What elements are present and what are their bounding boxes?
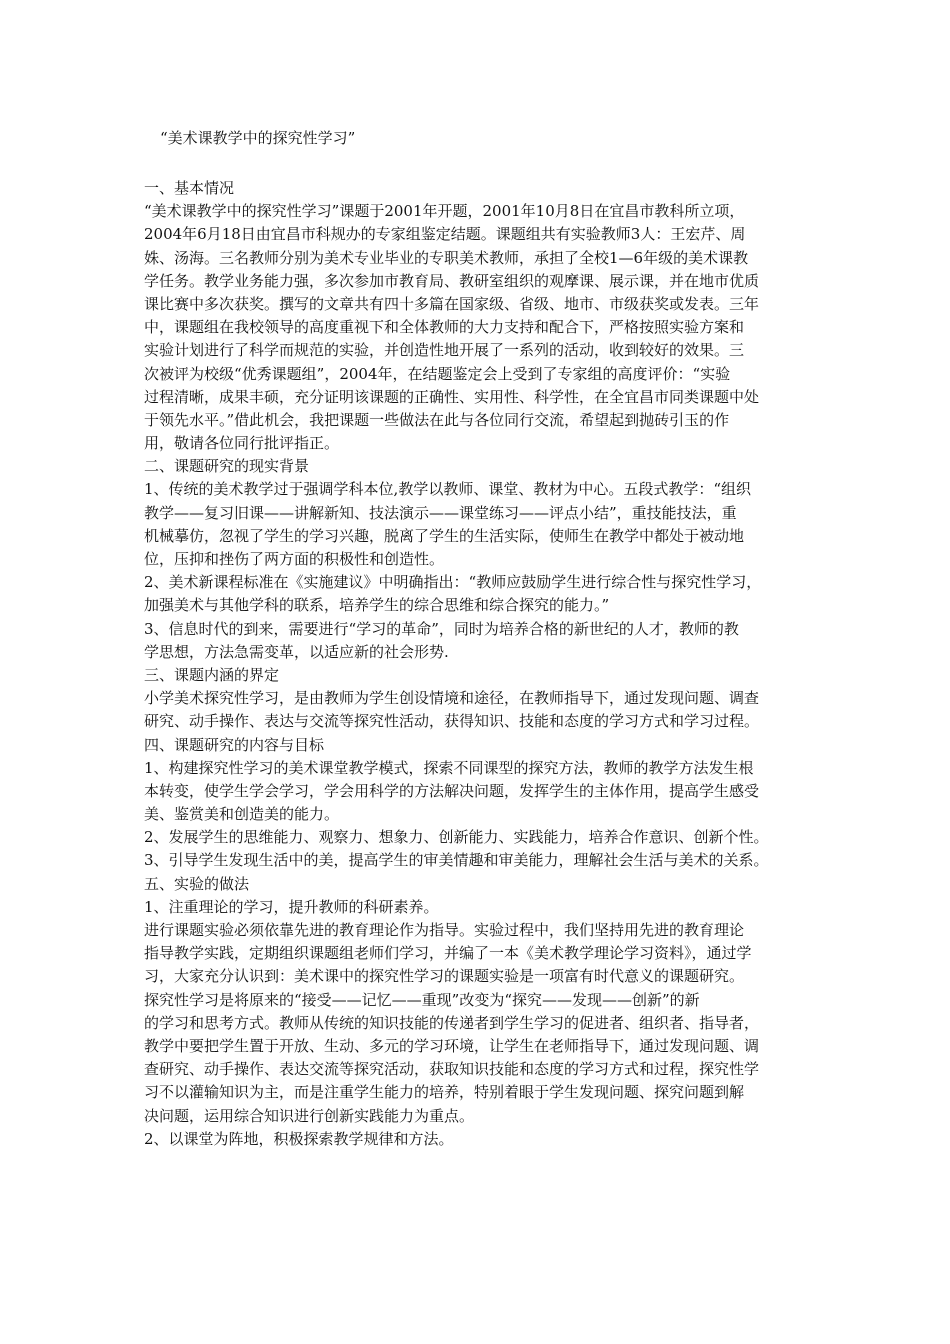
text-line: 实验计划进行了科学而规范的实验，并创造性地开展了一系列的活动，收到较好的效果。三 [144, 341, 745, 360]
text-line: 五、实验的做法 [144, 874, 250, 893]
text-line: 学思想，方法急需变革，以适应新的社会形势. [144, 642, 449, 661]
text-line: 1、注重理论的学习，提升教师的科研素养。 [144, 897, 439, 916]
text-line: 教学中要把学生置于开放、生动、多元的学习环境，让学生在老师指导下，通过发现问题、调 [144, 1036, 760, 1055]
text-line: 位，压抑和挫伤了两方面的积极性和创造性。 [144, 550, 445, 568]
text-line: 本转变，使学生学会学习，学会用科学的方法解决问题，发挥学生的主体作用，提高学生感受 [144, 781, 760, 800]
text-line: 姝、汤海。三名教师分别为美术专业毕业的专职美术教师，承担了全校1—6年级的美术课教 [144, 248, 749, 267]
text-line: 查研究、动手操作、表达交流等探究活动，获取知识技能和态度的学习方式和过程，探究性学 [144, 1060, 760, 1079]
text-line: 于领先水平。”借此机会，我把课题一些做法在此与各位同行交流，希望起到抛砖引玉的作 [144, 410, 730, 429]
document-title: “美术课教学中的探究性学习” [160, 129, 356, 147]
text-line: “美术课教学中的探究性学习”课题于2001年开题，2001年10月8日在宜昌市教科所立项， [144, 202, 745, 221]
text-line: 一、基本情况 [144, 179, 235, 197]
text-line: 研究、动手操作、表达与交流等探究性活动，获得知识、技能和态度的学习方式和学习过程。 [144, 712, 760, 731]
text-line: 2004年6月18日由宜昌市科规办的专家组鉴定结题。课题组共有实验教师3人：王宏芹、周 [144, 225, 746, 244]
text-line: 2、美术新课程标准在《实施建议》中明确指出：“教师应鼓励学生进行综合性与探究性学习， [144, 573, 762, 592]
text-line: 2、发展学生的思维能力、观察力、想象力、创新能力、实践能力，培养合作意识、创新个性。 [144, 828, 769, 847]
text-line: 学任务。教学业务能力强，多次参加市教育局、教研室组织的观摩课、展示课，并在地市优质 [144, 271, 760, 290]
text-line: 探究性学习是将原来的“接受——记忆——重现”改变为“探究——发现——创新”的新 [144, 990, 700, 1009]
text-line: 课比赛中多次获奖。撰写的文章共有四十多篇在国家级、省级、地市、市级获奖或发表。三年 [144, 294, 760, 313]
text-line: 3、引导学生发现生活中的美，提高学生的审美情趣和审美能力，理解社会生活与美术的关系。 [144, 851, 769, 870]
text-line: 加强美术与其他学科的联系，培养学生的综合思维和综合探究的能力。” [144, 596, 610, 615]
text-line: 1、传统的美术教学过于强调学科本位,教学以教师、课堂、教材为中心。五段式教学：“组织 [144, 480, 751, 499]
text-line: 决问题，运用综合知识进行创新实践能力为重点。 [144, 1106, 475, 1125]
text-line: 用，敬请各位同行批评指正。 [144, 434, 340, 453]
text-line: 习不以灌输知识为主，而是注重学生能力的培养，特别着眼于学生发现问题、探究问题到解 [144, 1083, 745, 1102]
text-line: 1、构建探究性学习的美术课堂教学模式，探索不同课型的探究方法，教师的教学方法发生根 [144, 758, 754, 777]
text-line: 习，大家充分认识到：美术课中的探究性学习的课题实验是一项富有时代意义的课题研究。 [144, 967, 745, 986]
text-line: 的学习和思考方式。教师从传统的知识技能的传递者到学生学习的促进者、组织者、指导者， [144, 1013, 760, 1032]
text-line: 二、课题研究的现实背景 [144, 457, 310, 476]
text-line: 四、课题研究的内容与目标 [144, 735, 325, 754]
text-line: 次被评为校级“优秀课题组”，2004年，在结题鉴定会上受到了专家组的高度评价：“实验 [144, 364, 731, 383]
text-line: 3、信息时代的到来，需要进行“学习的革命”，同时为培养合格的新世纪的人才，教师的教 [144, 619, 739, 638]
text-line: 机械摹仿，忽视了学生的学习兴趣，脱离了学生的生活实际，使师生在教学中都处于被动地 [144, 526, 745, 545]
text-line: 教学——复习旧课——讲解新知、技法演示——课堂练习——评点小结”，重技能技法，重 [144, 503, 737, 522]
document-body [144, 177, 834, 1151]
text-line: 2、以课堂为阵地，积极探索教学规律和方法。 [144, 1129, 454, 1148]
text-line: 指导教学实践，定期组织课题组老师们学习，并编了一本《美术教学理论学习资料》，通过学 [144, 944, 752, 963]
text-line: 过程清晰，成果丰硕，充分证明该课题的正确性、实用性、科学性，在全宜昌市同类课题中处 [144, 387, 760, 406]
text-line: 三、课题内涵的界定 [144, 665, 280, 684]
text-line: 进行课题实验必须依靠先进的教育理论作为指导。实验过程中，我们坚持用先进的教育理论 [144, 921, 745, 939]
text-line: 中，课题组在我校领导的高度重视下和全体教师的大力支持和配合下，严格按照实验方案和 [144, 318, 745, 337]
text-line: 美、鉴赏美和创造美的能力。 [144, 805, 340, 824]
text-line: 小学美术探究性学习，是由教师为学生创设情境和途径，在教师指导下，通过发现问题、调查 [144, 689, 760, 708]
